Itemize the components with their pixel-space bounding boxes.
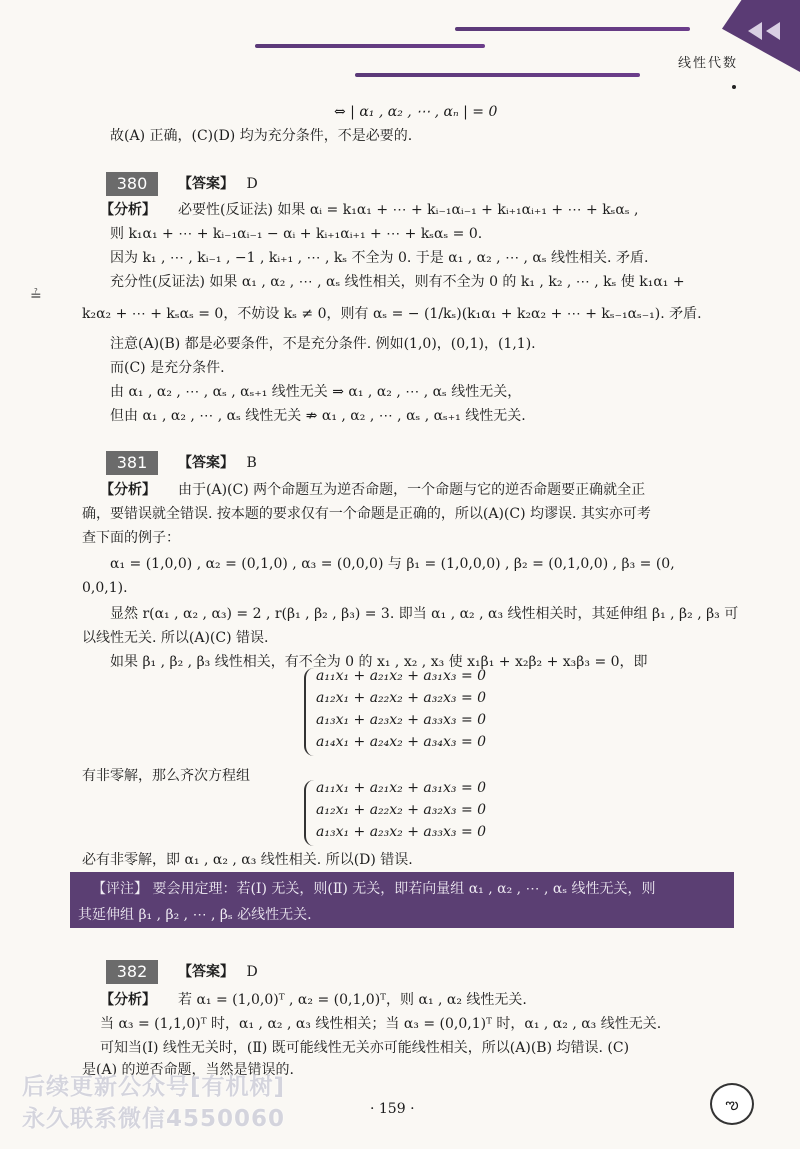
system1-eq-2: a₁₂x₁ + a₂₂x₂ + a₃₂x₃ = 0 <box>316 690 487 706</box>
page-number: · 159 · <box>370 1101 415 1117</box>
header-dot <box>732 85 736 89</box>
watermark-line-1: 后续更新公众号[有机树] <box>22 1074 286 1100</box>
top-equation: ⇔ | α₁ , α₂ , ⋯ , αₙ | = 0 <box>334 104 498 120</box>
answer-label: 【答案】 <box>178 964 234 980</box>
q380-line-5: k₂α₂ + ⋯ + kₛαₛ = 0，不妨设 kₛ ≠ 0，则有 αₛ = − (1/kₛ)(k₁α₁ + k₂α₂ + ⋯ + kₛ₋₁αₛ₋₁). 矛盾. <box>82 306 702 322</box>
system1-eq-3: a₁₃x₁ + a₂₃x₂ + a₃₃x₃ = 0 <box>316 712 487 728</box>
q380-line-7: 而(C) 是充分条件. <box>110 360 225 376</box>
question-number-380: 380 <box>106 172 158 196</box>
margin-mark: ≟ <box>30 288 42 304</box>
corner-arrow-icon <box>766 22 780 40</box>
system2-eq-3: a₁₃x₁ + a₂₃x₂ + a₃₃x₃ = 0 <box>316 824 487 840</box>
q381-end: 必有非零解，即 α₁ , α₂ , α₃ 线性相关. 所以(D) 错误. <box>82 852 413 868</box>
q381-line-3: 查下面的例子： <box>82 530 180 546</box>
q381-line-7: 以线性无关. 所以(A)(C) 错误. <box>82 630 269 646</box>
corner-arrow-icon <box>748 22 762 40</box>
system1-eq-4: a₁₄x₁ + a₂₄x₂ + a₃₄x₃ = 0 <box>316 734 487 750</box>
answer-value: B <box>246 455 257 471</box>
q381-line-1: 由于(A)(C) 两个命题互为逆否命题，一个命题与它的逆否命题要正确就全正 <box>178 482 646 498</box>
q380-line-8: 由 α₁ , α₂ , ⋯ , αₛ , αₛ₊₁ 线性无关 ⇒ α₁ , α₂ , ⋯ , αₛ 线性无关， <box>110 384 522 400</box>
q382-line-1: 若 α₁ = (1,0,0)ᵀ , α₂ = (0,1,0)ᵀ，则 α₁ , α₂ 线性无关. <box>178 992 527 1008</box>
header-bar-2 <box>455 27 690 31</box>
system2-eq-2: a₁₂x₁ + a₂₂x₂ + a₃₂x₃ = 0 <box>316 802 487 818</box>
q382-line-4: 是(A) 的逆否命题，当然是错误的. <box>82 1062 294 1078</box>
system1-eq-1: a₁₁x₁ + a₂₁x₂ + a₃₁x₃ = 0 <box>316 668 487 684</box>
question-number-381: 381 <box>106 451 158 475</box>
answer-380 <box>178 174 258 194</box>
note-box <box>70 872 734 928</box>
q380-line-2: 则 k₁α₁ + ⋯ + kᵢ₋₁αᵢ₋₁ − αᵢ + kᵢ₊₁αᵢ₊₁ + ⋯ + kₛαₛ = 0. <box>110 226 483 242</box>
q381-mid: 有非零解，那么齐次方程组 <box>82 768 250 784</box>
top-line: 故(A) 正确，(C)(D) 均为充分条件，不是必要的. <box>110 128 413 144</box>
q380-line-6: 注意(A)(B) 都是必要条件，不是充分条件. 例如(1,0)，(0,1)，(1,1). <box>110 336 536 352</box>
note-line-1: 【评注】 要会用定理：若(Ⅰ) 无关，则(Ⅱ) 无关，即若向量组 α₁ , α₂ , ⋯ , αₛ 线性无关，则 <box>92 881 656 897</box>
answer-value: D <box>246 176 258 192</box>
answer-381 <box>178 453 257 473</box>
q382-line-3: 可知当(Ⅰ) 线性无关时，(Ⅱ) 既可能线性无关亦可能线性相关，所以(A)(B) 均错误. (C) <box>100 1040 630 1056</box>
q380-line-4: 充分性(反证法) 如果 α₁ , α₂ , ⋯ , αₛ 线性相关，则有不全为 0 的 k₁ , k₂ , ⋯ , kₛ 使 k₁α₁ + <box>110 274 685 290</box>
q382-line-2: 当 α₃ = (1,1,0)ᵀ 时，α₁ , α₂ , α₃ 线性相关；当 α₃ = (0,0,1)ᵀ 时，α₁ , α₂ , α₃ 线性无关. <box>100 1016 662 1032</box>
q381-line-6: 显然 r(α₁ , α₂ , α₃) = 2 , r(β₁ , β₂ , β₃) = 3. 即当 α₁ , α₂ , α₃ 线性相关时，其延伸组 β₁ , β₂ , β₃ 可 <box>110 606 739 622</box>
system2-eq-1: a₁₁x₁ + a₂₁x₂ + a₃₁x₃ = 0 <box>316 780 487 796</box>
analysis-label-382: 【分析】 <box>100 992 156 1008</box>
header-bar-1 <box>255 44 485 48</box>
q380-line-1: 必要性(反证法) 如果 αᵢ = k₁α₁ + ⋯ + kᵢ₋₁αᵢ₋₁ + kᵢ₊₁αᵢ₊₁ + ⋯ + kₛαₛ , <box>178 202 639 218</box>
smiley-face-icon: ఌ <box>710 1083 754 1125</box>
answer-value: D <box>246 964 258 980</box>
analysis-label-381: 【分析】 <box>100 482 156 498</box>
q381-line-2: 确，要错误就全错误. 按本题的要求仅有一个命题是正确的，所以(A)(C) 均谬误. 其实亦可考 <box>82 506 651 522</box>
header-title: 线性代数 <box>677 56 738 71</box>
q381-line-8: 如果 β₁ , β₂ , β₃ 线性相关，有不全为 0 的 x₁ , x₂ , x₃ 使 x₁β₁ + x₂β₂ + x₃β₃ = 0，即 <box>110 654 648 670</box>
analysis-label-380: 【分析】 <box>100 202 156 218</box>
watermark-line-2: 永久联系微信4550060 <box>22 1106 286 1132</box>
q380-line-3: 因为 k₁ , ⋯ , kᵢ₋₁ , −1 , kᵢ₊₁ , ⋯ , kₛ 不全为 0. 于是 α₁ , α₂ , ⋯ , αₛ 线性相关. 矛盾. <box>110 250 649 266</box>
q381-line-5: 0,0,1). <box>82 580 128 596</box>
question-number-382: 382 <box>106 960 158 984</box>
note-line-2: 其延伸组 β₁ , β₂ , ⋯ , βₛ 必线性无关. <box>78 907 312 923</box>
answer-382 <box>178 962 258 982</box>
q380-line-9: 但由 α₁ , α₂ , ⋯ , αₛ 线性无关 ⇏ α₁ , α₂ , ⋯ , αₛ , αₛ₊₁ 线性无关. <box>110 408 526 424</box>
header-bar-3 <box>355 73 640 77</box>
answer-label: 【答案】 <box>178 176 234 192</box>
q381-line-4: α₁ = (1,0,0) , α₂ = (0,1,0) , α₃ = (0,0,0) 与 β₁ = (1,0,0,0) , β₂ = (0,1,0,0) , β₃ = (0, <box>110 556 675 572</box>
answer-label: 【答案】 <box>178 455 234 471</box>
